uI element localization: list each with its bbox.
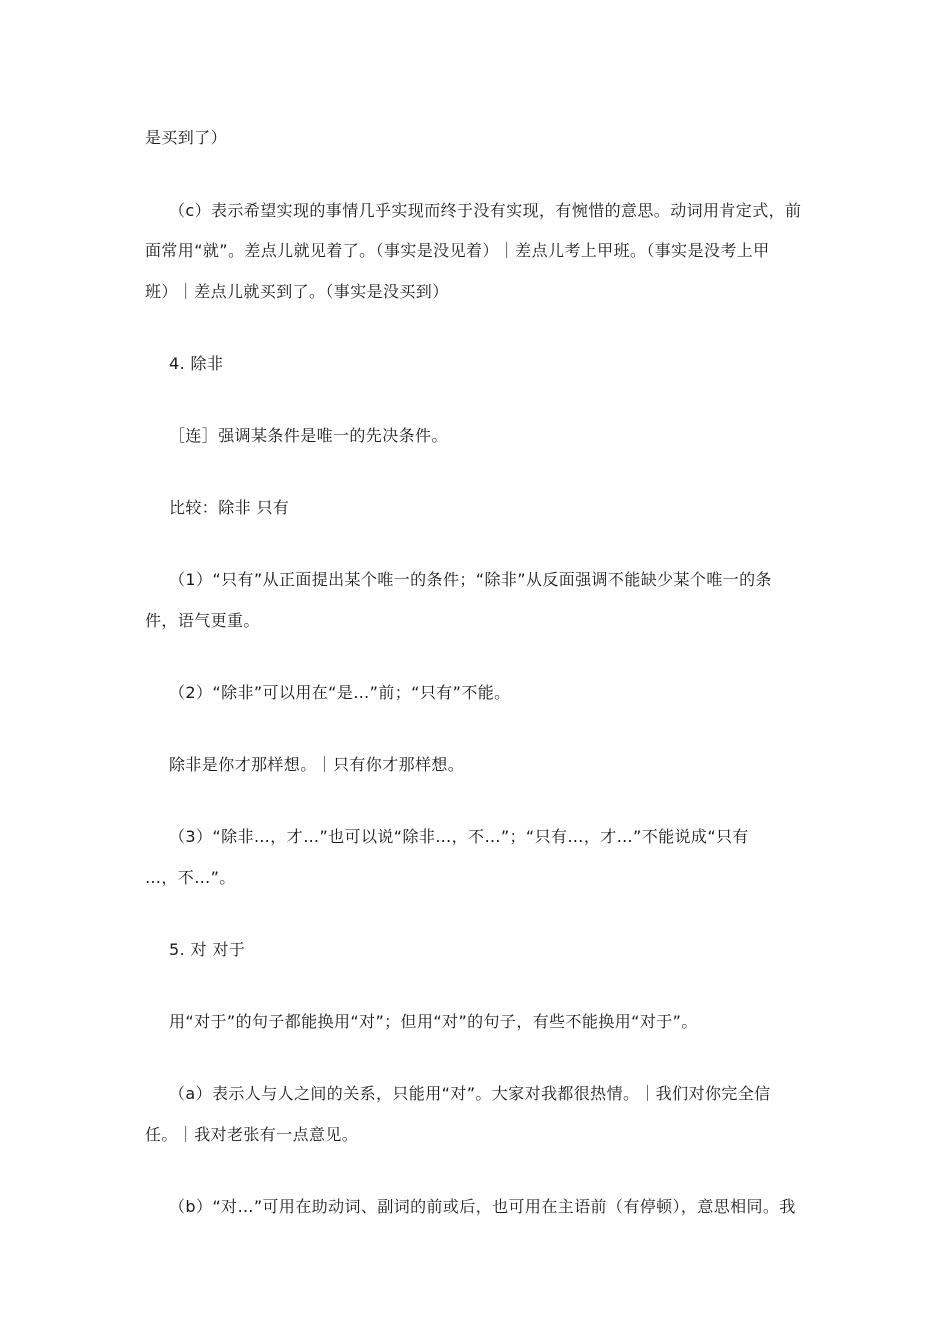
text-line: ［连］强调某条件是唯一的先决条件。: [169, 426, 448, 445]
text-line: 用“对于”的句子都能换用“对”；但用“对”的句子，有些不能换用“对于”。: [169, 1012, 698, 1031]
text-line: （a）表示人与人之间的关系，只能用“对”。大家对我都很热情。｜我们对你完全信: [169, 1084, 771, 1103]
text-line: 是买到了）: [145, 128, 228, 147]
text-line: 除非是你才那样想。｜只有你才那样想。: [169, 755, 465, 774]
text-line: （2）“除非”可以用在“是…”前；“只有”不能。: [169, 683, 511, 702]
text-line: 任。｜我对老张有一点意见。: [145, 1125, 359, 1144]
text-line: （1）“只有”从正面提出某个唯一的条件；“除非”从反面强调不能缺少某个唯一的条: [169, 570, 772, 589]
text-line: 班）｜差点儿就买到了。（事实是没买到）: [145, 282, 449, 301]
text-line: 比较：除非 只有: [169, 498, 290, 517]
text-line: （3）“除非…，才…”也可以说“除非…，不…”；“只有…，才…”不能说成“只有: [169, 827, 749, 846]
text-line: （b）“对…”可用在助动词、副词的前或后，也可用在主语前（有停顿），意思相同。我: [169, 1197, 796, 1216]
section-heading: 5. 对 对于: [169, 940, 246, 959]
text-line: …，不…”。: [145, 868, 236, 887]
text-line: 面常用“就”。差点儿就见着了。（事实是没见着）｜差点儿考上甲班。（事实是没考上甲: [145, 241, 770, 260]
text-line: （c）表示希望实现的事情几乎实现而终于没有实现，有惋惜的意思。动词用肯定式，前: [169, 201, 802, 220]
text-line: 件，语气更重。: [145, 611, 260, 630]
section-heading: 4. 除非: [169, 354, 224, 373]
